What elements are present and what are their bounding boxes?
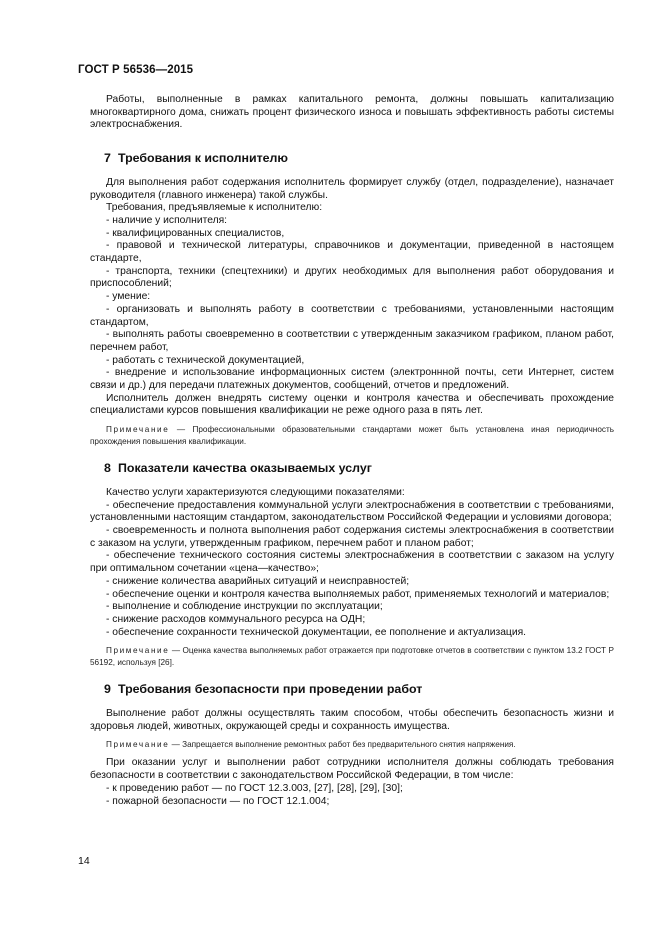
note-label: Примечание [106, 740, 170, 750]
section-7-heading [90, 152, 614, 165]
list-item: - правовой и технической литературы, справочников и документации, приведенной в настоящем стандарте, [90, 240, 614, 265]
section-9-title: Требования безопасности при проведении работ [118, 682, 423, 697]
section-8-heading [90, 462, 614, 475]
note-label: Примечание [106, 646, 170, 656]
section-8-number: 8 [104, 461, 111, 476]
list-item: - внедрение и использование информационных систем (электроннной почты, сети Интернет, систем связи и др.) для передачи платежных документов, сообщений, отчетов и предложений. [90, 367, 614, 392]
section-9-paragraph-1: Выполнение работ должны осуществлять таким способом, чтобы обеспечить безопасность жизни и здоровья людей, животных, окружающей среды и сохранность имущества. [90, 708, 614, 732]
list-item: - транспорта, техники (спецтехники) и других необходимых для выполнения работ оборудования и приспособлений; [90, 265, 614, 290]
list-item: - снижение количества аварийных ситуаций и неисправностей; [106, 575, 410, 587]
section-7-paragraph-1: Для выполнения работ содержания исполнитель формирует службу (отдел, подразделение), назначает руководителя (главного инженера) такой службы. [90, 176, 614, 201]
section-9 [90, 683, 614, 808]
list-item: - своевременность и полнота выполнения работ содержания системы электроснабжения в соответствии с заказом на услуги, утвержденным графиком, перечнем работ и планом работ; [90, 524, 614, 549]
document-body [90, 94, 614, 808]
section-7-number: 7 [104, 151, 111, 166]
list-item: - обеспечение предоставления коммунальной услуги электроснабжения в соответствии с требованиями, установленными настоящим стандартом, законодательством Российской Федерации и условиями договора; [90, 499, 614, 524]
section-8-title: Показатели качества оказываемых услуг [118, 461, 372, 476]
note-label: Примечание [106, 425, 170, 435]
section-7-note [90, 424, 614, 448]
intro-paragraph: Работы, выполненные в рамках капитального ремонта, должны повышать капитализацию многоквартирного дома, снижать процент физического износа и повышать эффективность работы системы электроснабжения. [90, 94, 614, 131]
note-text: — Профессиональными образовательными стандартами может быть установлена иная периодичность прохождения повышения квалификации. [90, 425, 614, 447]
section-7-title: Требования к исполнителю [118, 151, 289, 166]
list-item: - снижение расходов коммунального ресурса на ОДН; [106, 613, 366, 625]
section-7 [90, 152, 614, 448]
page-number: 14 [78, 855, 90, 867]
list-item: - обеспечение сохранности технической документации, ее пополнение и актуализация. [106, 626, 527, 638]
list-item: - обеспечение технического состояния системы электроснабжения в соответствии с заказом на услугу при оптимальном сочетании «цена—качество»; [90, 550, 614, 575]
list-item: - к проведению работ — по ГОСТ 12.3.003, [27], [28], [29], [30]; [106, 782, 403, 794]
list-item: - выполнение и соблюдение инструкции по эксплуатации; [106, 601, 383, 613]
list-item: - работать с технической документацией, [106, 354, 305, 366]
section-9-heading [90, 683, 614, 696]
note-text: — Запрещается выполнение ремонтных работ без предварительного снятия напряжения. [169, 740, 516, 750]
section-7-paragraph-3: Исполнитель должен внедрять систему оценки и контроля качества и обеспечивать прохождение специалистами курсов повышения квалификации не реже одного раза в пять лет. [90, 392, 614, 417]
section-8-paragraph-1: Качество услуги характеризуются следующими показателями: [106, 486, 405, 498]
list-item: - наличие у исполнителя: [106, 214, 228, 226]
list-item: - пожарной безопасности — по ГОСТ 12.1.004; [106, 795, 330, 807]
section-9-number: 9 [104, 682, 111, 697]
list-item: - выполнять работы своевременно в соответствии с утвержденным заказчиком графиком, планом работ, перечнем работ, [90, 329, 614, 353]
document-code-header: ГОСТ Р 56536—2015 [78, 64, 194, 76]
section-8 [90, 462, 614, 669]
list-item: - квалифицированных специалистов, [106, 227, 285, 239]
list-item: - умение: [106, 291, 151, 303]
section-9-note [90, 739, 614, 751]
note-text: — Оценка качества выполняемых работ отражается при подготовке отчетов в соответствии с пунктом 13.2 ГОСТ Р 56192, используя [26]. [90, 646, 614, 668]
list-item: - организовать и выполнять работу в соответствии с требованиями, установленными настоящим стандартом, [90, 303, 614, 328]
list-item: - обеспечение оценки и контроля качества выполняемых работ, применяемых технологий и материалов; [106, 588, 610, 600]
section-7-paragraph-2: Требования, предъявляемые к исполнителю: [106, 202, 323, 214]
section-8-note [90, 645, 614, 669]
section-9-paragraph-2: При оказании услуг и выполнении работ сотрудники исполнителя должны соблюдать требования безопасности в соответствии с законодательством Российской Федерации, в том числе: [90, 757, 614, 782]
